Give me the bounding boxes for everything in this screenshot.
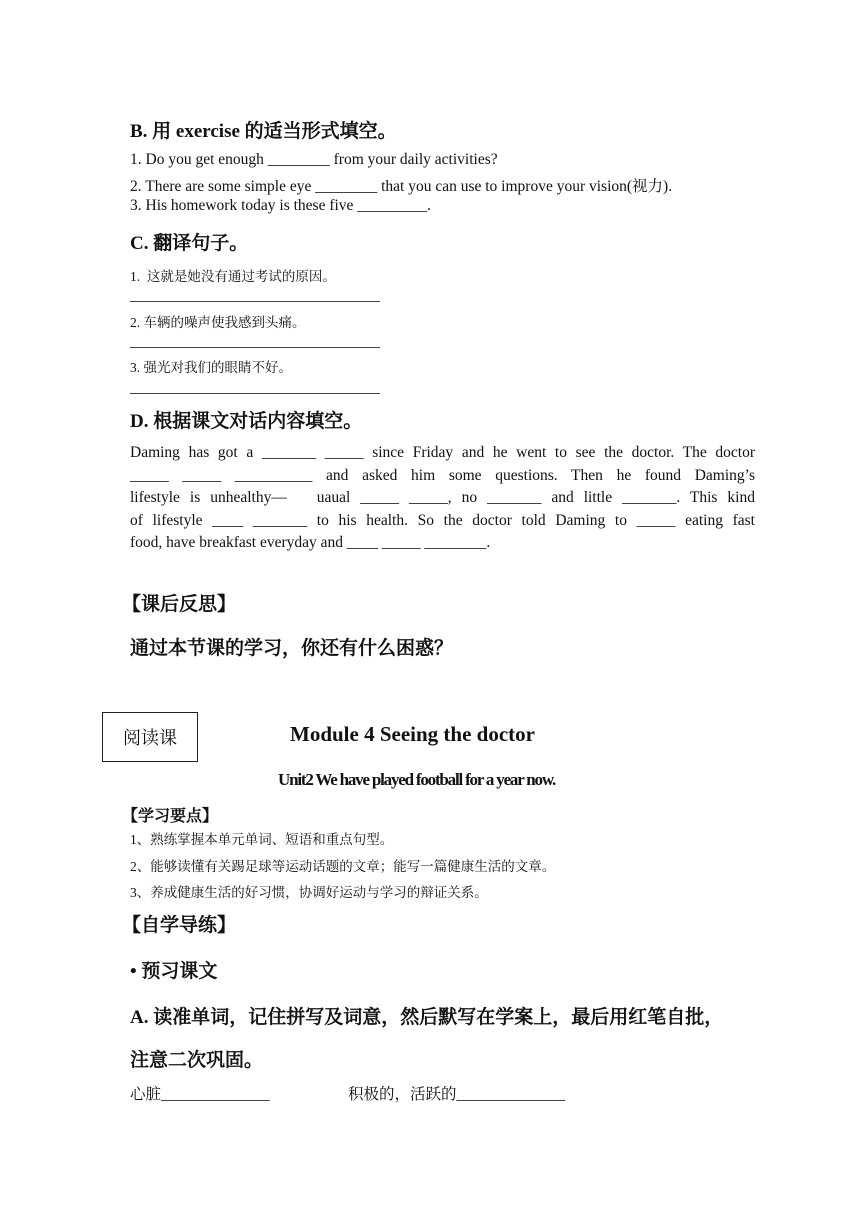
keypoint-2: 2、能够读懂有关踢足球等运动话题的文章；能写一篇健康生活的文章。 — [130, 859, 556, 874]
section-c-item-2: 2. 车辆的噪声使我感到头痛。 — [130, 315, 306, 330]
reflection-heading: 【课后反思】 — [122, 594, 237, 615]
preview-bullet-text: 预习课文 — [141, 961, 218, 982]
section-b-item-2: 2. There are some simple eye ________ that you can use to improve your vision(视力). — [130, 178, 673, 195]
section-d-line-4: of lifestyle ____ _______ to his health. So the doctor told Daming to _____ eating fast — [130, 511, 755, 529]
section-c-item-3: 3. 强光对我们的眼睛不好。 — [130, 360, 292, 375]
section-d-line-3: lifestyle is unhealthy— uaual _____ _____, no _______ and little _______. This kind — [130, 489, 755, 507]
section-c-heading: C. 翻译句子。 — [130, 233, 249, 254]
section-d-line-1: Daming has got a _______ _____ since Friday and he went to see the doctor. The doctor — [130, 444, 755, 461]
section-b-item-3: 3. His homework today is these five _________. — [130, 197, 431, 214]
vocab-item-active — [348, 1082, 565, 1104]
bullet-dot-icon: • — [130, 961, 137, 982]
section-c-item-1: 1. 这就是她没有通过考试的原因。 — [130, 269, 336, 284]
section-d-heading: D. 根据课文对话内容填空。 — [130, 411, 363, 432]
answer-line-3 — [130, 393, 380, 394]
section-b-heading: B. 用 exercise 的适当形式填空。 — [130, 121, 397, 142]
vocab-blank: ______________ — [161, 1086, 270, 1103]
task-a-line-2: 注意二次巩固。 — [130, 1050, 264, 1071]
lesson-title: Module 4 Seeing the doctor — [290, 722, 535, 746]
lesson-subtitle: Unit2 We have played football for a year now. — [278, 770, 556, 789]
vocab-blank: ______________ — [456, 1086, 566, 1103]
preview-bullet-item — [130, 956, 217, 983]
section-b-item-1: 1. Do you get enough ________ from your daily activities? — [130, 151, 498, 168]
vocab-label: 心脏 — [130, 1086, 162, 1103]
answer-line-1 — [130, 301, 380, 302]
keypoints-heading: 【学习要点】 — [122, 808, 219, 825]
answer-line-2 — [130, 347, 380, 348]
reflection-question: 通过本节课的学习，你还有什么困惑？ — [130, 638, 454, 659]
vocab-item-heart — [130, 1082, 270, 1104]
lesson-type-box — [102, 712, 198, 762]
selfstudy-heading: 【自学导练】 — [122, 915, 237, 936]
keypoint-1: 1、熟练掌握本单元单词、短语和重点句型。 — [130, 832, 394, 847]
task-a-line-1: A. 读准单词，记住拼写及词意，然后默写在学案上，最后用红笔自批， — [130, 1007, 724, 1028]
vocab-label: 积极的，活跃的 — [348, 1086, 457, 1103]
section-d-paragraph — [130, 442, 755, 555]
section-d-line-5: food, have breakfast everyday and ____ _____ ________. — [130, 534, 491, 552]
lesson-type-label: 阅读课 — [123, 728, 177, 748]
section-d-line-2: _____ _____ __________ and asked him some questions. Then he found Daming’s — [130, 466, 755, 484]
keypoint-3: 3、养成健康生活的好习惯，协调好运动与学习的辩证关系。 — [130, 885, 488, 900]
